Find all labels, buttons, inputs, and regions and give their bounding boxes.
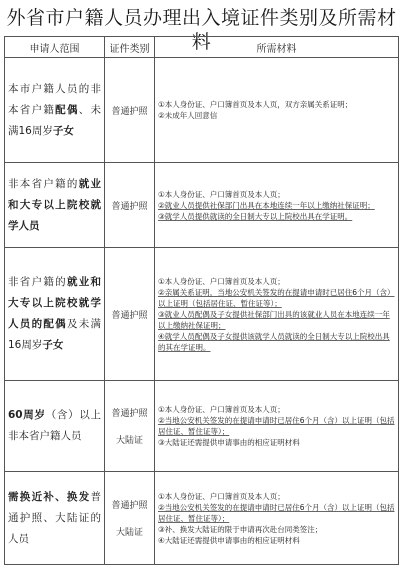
required-materials: ①本人身份证、户口簿首页及本人页； ②亲属关系证明，当地公安机关签发的在提请申请时已居住6个月（含）以上证明（包括居住证、暂住证等）； ③就业人员配偶及子女提供社保部门出具的该就业人员在本地连续一年以上缴纳社保证明； ④就学人员配偶及子女提供该就学人员就读的全日制大专以上院校出具的其在学证明。	[155, 248, 399, 381]
required-materials: ①本人身份证、户口簿首页及本人页； ②当地公安机关签发的在提请申请时已居住6个月（含）以上证明（包括居住证、暂住证等）； ③补、换发大陆证的限于申请再次赴台同类签注； ④大陆证还需提供申请事由的相应证明材料	[155, 472, 399, 565]
document-type: 普通护照 大陆证	[105, 472, 155, 565]
required-materials: ①本人身份证、户口簿首页及本人页，双方亲属关系证明； ②未成年人回意信	[155, 58, 399, 163]
applicant-scope: 60周岁（含）以上非本省户籍人员	[5, 381, 105, 472]
required-materials: ①本人身份证、户口簿首页及本人页； ②当地公安机关签发的在提请申请时已居住6个月（含）以上证明（包括居住证、暂住证等）； ③大陆证还需提供申请事由的相应证明材料	[155, 381, 399, 472]
applicant-scope: 非本省户籍的就业和大专以上院校就学人员	[5, 163, 105, 248]
applicant-scope: 需换近补、换发普通护照、大陆证的人员	[5, 472, 105, 565]
header-type: 证件类别	[105, 37, 155, 58]
applicant-scope: 非省户籍的就业和大专以上院校就学人员的配偶及未满16周岁子女	[5, 248, 105, 381]
document-type: 普通护照	[105, 163, 155, 248]
applicant-scope: 本市户籍人员的非本省户籍配偶、未满16周岁子女	[5, 58, 105, 163]
table-row	[5, 163, 399, 248]
table-row	[5, 381, 399, 472]
document-type: 普通护照	[105, 58, 155, 163]
table-row	[5, 472, 399, 565]
header-scope: 申请人范围	[5, 37, 105, 58]
document-type: 普通护照 大陆证	[105, 381, 155, 472]
document-type: 普通护照	[105, 248, 155, 381]
required-materials: ①本人身份证、户口簿首页及本人页； ②就业人员提供社保部门出具在本地连续一年以上缴纳社保证明； ③就学人员提供就读的全日制大专以上院校出具在学证明。	[155, 163, 399, 248]
table-row	[5, 248, 399, 381]
materials-table	[4, 36, 399, 565]
table-row	[5, 58, 399, 163]
page-title: 外省市户籍人员办理出入境证件类别及所需材料	[6, 7, 397, 53]
header-materials: 所需材料	[155, 37, 399, 58]
table-header-row	[5, 37, 399, 58]
